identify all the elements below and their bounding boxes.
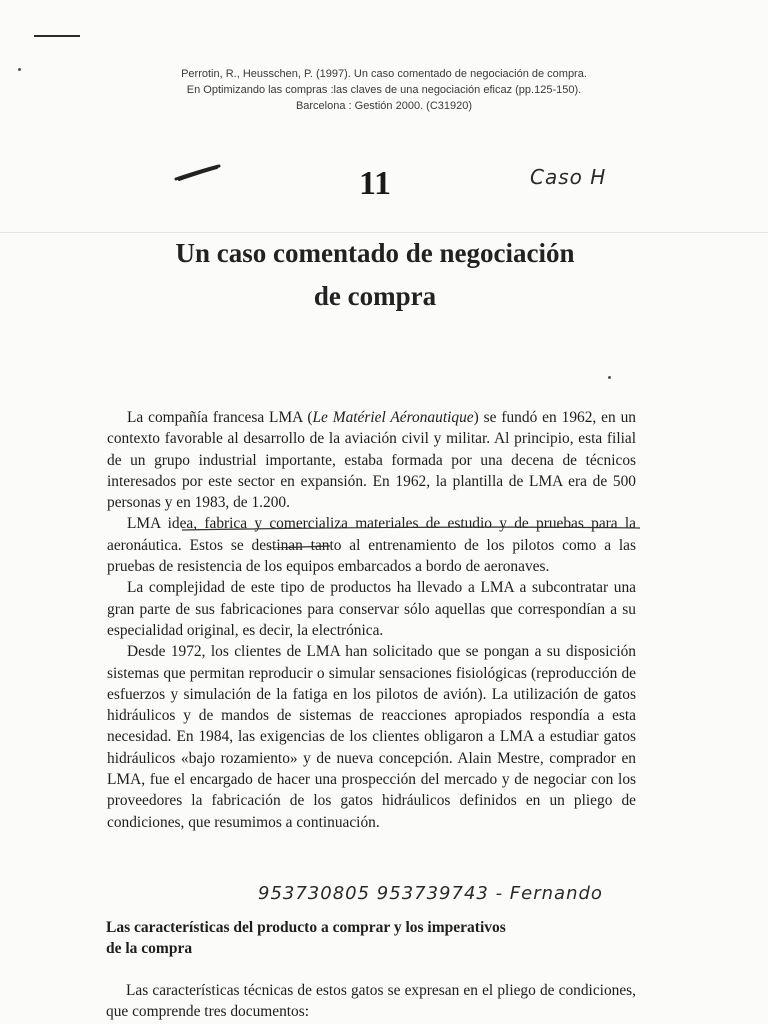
paragraph-4: Desde 1972, los clientes de LMA han solicitado que se pongan a su disposición sistemas que permitan reproducir o simular sensaciones fisiológicas (reproducción de esfuerzos y simulación de la fatiga en los pilotos de avión). La utilización de gatos hidráulicos y de mandos de sistemas de reacciones apropiados respondía a esta necesidad. En 1984, las exigencias de los clientes obligaron a LMA a estudiar gatos hidráulicos «bajo rozamiento» y de nueva concepción. Alain Mestre, comprador en LMA, fue el encargado de hacer una prospección del mercado y de negociar con los proveedores la fabricación de los gatos hidráulicos definidos en un pliego de condiciones, que resumimos a continuación. (107, 643, 636, 831)
citation-line-3: Barcelona : Gestión 2000. (C31920) (295, 100, 473, 112)
chapter-title-line-2: de compra (313, 281, 437, 311)
chapter-title-line-1: Un caso comentado de negociación (175, 238, 575, 268)
citation-line-1: Perrotin, R., Heusschen, P. (1997). Un caso comentado de negociación de compra. (181, 68, 587, 80)
section-paragraph-text: Las características técnicas de estos gatos se expresan en el pliego de condiciones, que comprende tres documentos: (106, 982, 636, 1020)
paragraph-1 (107, 407, 636, 513)
scan-artifact-line (34, 35, 80, 37)
paragraph-1-text: La compañía francesa LMA ( (127, 409, 313, 426)
section-heading (106, 917, 646, 959)
body-text (107, 407, 636, 833)
citation-line-2: En Optimizando las compras :las claves de una negociación eficaz (pp.125-150). (186, 84, 582, 96)
scan-artifact-dot (18, 68, 21, 71)
paragraph-3: La complejidad de este tipo de productos ha llevado a LMA a subcontratar una gran parte de sus fabricaciones para conservar sólo aquellas que correspondían a su especialidad original, es decir, la electrónica. (107, 579, 636, 639)
handwritten-case-note: Caso H (530, 165, 607, 189)
citation-header (100, 66, 668, 114)
scan-artifact-dot (608, 376, 611, 379)
chapter-number: 11 (358, 165, 392, 202)
handwritten-underline (180, 508, 650, 548)
handwritten-phone-numbers: 953730805 953739743 - Fernando (258, 883, 603, 904)
pen-scribble-icon (173, 163, 223, 183)
paragraph-2: LMA idea, fabrica y comercializa materiales de estudio y de pruebas para la aeronáutica. Estos se destinan tanto al entrenamiento de los pilotos como a las pruebas de resistencia de los equipos embarcados a bordo de aeronaves. (107, 515, 636, 576)
section-heading-line-1: Las características del producto a comprar y los imperativos (106, 919, 506, 936)
section-heading-line-2: de la compra (106, 940, 193, 957)
company-full-name: Le Matériel Aéronautique (312, 409, 474, 426)
chapter-title (100, 232, 650, 318)
section-paragraph (106, 980, 636, 1022)
paragraph-1-text-cont: ) se fundó en 1962, en un contexto favorable al desarrollo de la aviación civil y militar. Al principio, esta filial de un grupo industrial importante, estaba formada por una decena de técnicos interesados por este sector en expansión. En 1962, la plantilla de LMA era de 500 personas y en 1983, de 1.200. (107, 409, 636, 512)
